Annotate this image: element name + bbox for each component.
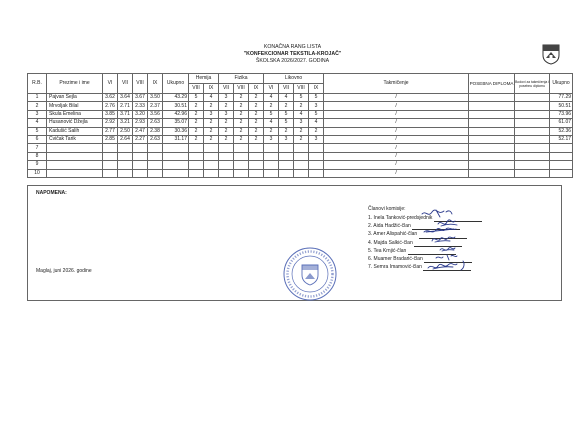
cell-ukupno [163, 161, 189, 169]
cell-likovno-ix [309, 161, 324, 169]
cell-viii: 2.47 [133, 127, 148, 135]
cell-posebna-diploma [469, 144, 515, 152]
cell-likovno-viii: 3 [294, 119, 309, 127]
table-row [28, 102, 573, 110]
cell-viii: 2.33 [133, 102, 148, 110]
cell-likovno-viii: 2 [294, 127, 309, 135]
cell-likovno-vii [279, 144, 294, 152]
committee-member: 3. Amer Alispahić-član [368, 230, 538, 238]
cell-fizika-viii [234, 161, 249, 169]
cell-posebna-diploma [469, 169, 515, 177]
cell-ukupno: 42.96 [163, 110, 189, 118]
cell-ukupno-final: 52.36 [550, 127, 573, 135]
cell-ukupno [163, 144, 189, 152]
cell-fizika-viii [234, 152, 249, 160]
cell-hemija-viii: 2 [189, 110, 204, 118]
committee-member: 4. Majda Salkić-član [368, 239, 538, 247]
cell-takmicenje: / [324, 102, 469, 110]
cell-viii: 3.20 [133, 110, 148, 118]
cell-likovno-ix: 5 [309, 110, 324, 118]
cell-vi: 2.92 [103, 119, 118, 127]
cell-hemija-viii [189, 161, 204, 169]
cell-hemija-viii: 2 [189, 119, 204, 127]
cell-rb: 10 [28, 169, 47, 177]
cell-fizika-vii [219, 144, 234, 152]
cell-ix: 2.63 [148, 119, 163, 127]
table-row [28, 135, 573, 143]
cell-bodovi [515, 169, 550, 177]
cell-vi: 2.85 [103, 135, 118, 143]
cell-rb: 1 [28, 94, 47, 102]
cell-viii: 2.27 [133, 135, 148, 143]
cell-likovno-viii [294, 169, 309, 177]
cell-likovno-viii: 2 [294, 102, 309, 110]
cell-ukupno: 30.36 [163, 127, 189, 135]
cell-fizika-viii [234, 144, 249, 152]
cell-vii [118, 144, 133, 152]
cell-ukupno-final [550, 161, 573, 169]
cell-likovno-vii: 2 [279, 102, 294, 110]
cell-likovno-vi: 5 [264, 110, 279, 118]
cell-name: Mrvoljak Bilal [47, 102, 103, 110]
col-takmicenje: Takmičenje [324, 74, 469, 94]
cell-likovno-ix [309, 169, 324, 177]
committee-member: 2. Aida Hadžić-član [368, 222, 538, 230]
cell-likovno-ix: 3 [309, 102, 324, 110]
cell-rb: 6 [28, 135, 47, 143]
cell-hemija-ix [204, 161, 219, 169]
cell-likovno-vii: 5 [279, 110, 294, 118]
cell-hemija-ix [204, 152, 219, 160]
cell-ukupno: 31.17 [163, 135, 189, 143]
cell-vi: 3.85 [103, 110, 118, 118]
sub-likovno-viii: VIII [294, 84, 309, 94]
cell-likovno-vi: 2 [264, 127, 279, 135]
cell-rb: 3 [28, 110, 47, 118]
cell-fizika-ix: 2 [249, 110, 264, 118]
cell-fizika-ix: 2 [249, 135, 264, 143]
place-date: Maglaj, juni 2026. godine [36, 268, 92, 274]
cell-name: Skula Emelina [47, 110, 103, 118]
cell-vii: 2.71 [118, 102, 133, 110]
cell-vii: 3.64 [118, 94, 133, 102]
col-likovno: Likovno [264, 74, 324, 84]
cell-takmicenje: / [324, 94, 469, 102]
cell-viii [133, 161, 148, 169]
cell-name: Husanović Džejla [47, 119, 103, 127]
cell-rb: 2 [28, 102, 47, 110]
committee-member: 6. Muamer Bradarić-član [368, 255, 538, 263]
cell-ukupno [163, 152, 189, 160]
col-ix: IX [148, 74, 163, 94]
cell-fizika-vii: 2 [219, 135, 234, 143]
cell-fizika-ix: 2 [249, 94, 264, 102]
cell-likovno-vi [264, 144, 279, 152]
cell-likovno-vi: 4 [264, 94, 279, 102]
cell-hemija-viii: 5 [189, 94, 204, 102]
notes-label: NAPOMENA: [36, 190, 67, 196]
cell-vi: 3.62 [103, 94, 118, 102]
cell-vi [103, 152, 118, 160]
col-vi: VI [103, 74, 118, 94]
cell-hemija-ix [204, 169, 219, 177]
cell-posebna-diploma [469, 135, 515, 143]
cell-rb: 7 [28, 144, 47, 152]
cell-likovno-vii: 4 [279, 94, 294, 102]
cell-posebna-diploma [469, 110, 515, 118]
table-row [28, 144, 573, 152]
col-vii: VII [118, 74, 133, 94]
table-row [28, 152, 573, 160]
cell-vii: 3.21 [118, 119, 133, 127]
cell-vii: 2.64 [118, 135, 133, 143]
cell-takmicenje: / [324, 110, 469, 118]
table-body [28, 94, 573, 178]
cell-fizika-vii: 3 [219, 94, 234, 102]
coat-of-arms-icon [541, 43, 561, 65]
cell-rb: 9 [28, 161, 47, 169]
sub-likovno-vii: VII [279, 84, 294, 94]
col-viii: VIII [133, 74, 148, 94]
cell-name: Pajvan Šejla [47, 94, 103, 102]
cell-fizika-ix: 2 [249, 119, 264, 127]
cell-ix: 3.50 [148, 94, 163, 102]
cell-hemija-viii [189, 169, 204, 177]
cell-ix: 2.63 [148, 135, 163, 143]
sub-likovno-ix: IX [309, 84, 324, 94]
cell-likovno-vi: 4 [264, 119, 279, 127]
cell-takmicenje: / [324, 161, 469, 169]
cell-likovno-viii: 2 [294, 135, 309, 143]
cell-likovno-vi [264, 169, 279, 177]
cell-ukupno-final [550, 169, 573, 177]
cell-vii: 3.71 [118, 110, 133, 118]
doc-title: KONAČNA RANG LISTA [263, 44, 322, 50]
cell-likovno-vii [279, 169, 294, 177]
cell-viii: 3.67 [133, 94, 148, 102]
cell-fizika-vii: 3 [219, 110, 234, 118]
cell-vi [103, 169, 118, 177]
cell-ix: 3.56 [148, 110, 163, 118]
cell-rb: 8 [28, 152, 47, 160]
cell-name [47, 144, 103, 152]
cell-hemija-ix: 3 [204, 110, 219, 118]
cell-ukupno: 30.51 [163, 102, 189, 110]
cell-viii [133, 144, 148, 152]
cell-hemija-viii [189, 152, 204, 160]
cell-likovno-vii: 3 [279, 135, 294, 143]
sub-fizika-viii: VIII [234, 84, 249, 94]
cell-fizika-ix: 2 [249, 102, 264, 110]
cell-likovno-ix [309, 152, 324, 160]
col-name: Prezime i ime [47, 74, 103, 94]
cell-ix [148, 161, 163, 169]
cell-takmicenje: / [324, 135, 469, 143]
cell-hemija-viii [189, 144, 204, 152]
cell-ix: 2.38 [148, 127, 163, 135]
cell-ukupno: 35.07 [163, 119, 189, 127]
cell-likovno-viii: 4 [294, 110, 309, 118]
cell-vii [118, 161, 133, 169]
cell-name: Cvičak Tarik [47, 135, 103, 143]
cell-name [47, 169, 103, 177]
cell-bodovi [515, 135, 550, 143]
cell-likovno-vii: 5 [279, 119, 294, 127]
cell-vii [118, 169, 133, 177]
cell-likovno-ix: 3 [309, 135, 324, 143]
cell-fizika-vii: 2 [219, 127, 234, 135]
cell-fizika-vii [219, 152, 234, 160]
committee-member: 1. Inela Tanković-predsjednik [368, 214, 538, 222]
cell-likovno-viii [294, 144, 309, 152]
committee-title: Članovi komisije: [368, 206, 406, 212]
cell-viii [133, 152, 148, 160]
cell-name: Kadušić Salih [47, 127, 103, 135]
cell-ukupno [163, 169, 189, 177]
cell-likovno-vi: 2 [264, 102, 279, 110]
sub-fizika-vii: VII [219, 84, 234, 94]
cell-hemija-viii: 2 [189, 102, 204, 110]
col-posebna-diploma: POSEBNA DIPLOMA [469, 74, 515, 94]
cell-takmicenje: / [324, 144, 469, 152]
cell-likovno-ix: 5 [309, 94, 324, 102]
cell-fizika-ix [249, 144, 264, 152]
cell-likovno-ix: 4 [309, 119, 324, 127]
doc-program: "KONFEKCIONAR TEKSTILA-KROJAČ" [243, 51, 342, 57]
cell-bodovi [515, 119, 550, 127]
cell-fizika-viii: 2 [234, 110, 249, 118]
col-ukupno-final: Ukupno [550, 74, 573, 94]
col-fizika: Fizika [219, 74, 264, 84]
cell-ix [148, 152, 163, 160]
table-row [28, 161, 573, 169]
cell-fizika-vii [219, 169, 234, 177]
handwritten-signatures [418, 208, 498, 278]
cell-takmicenje: / [324, 127, 469, 135]
cell-name [47, 161, 103, 169]
col-ukupno: Ukupno [163, 74, 189, 94]
cell-likovno-viii: 5 [294, 94, 309, 102]
cell-viii [133, 169, 148, 177]
cell-fizika-viii: 2 [234, 94, 249, 102]
cell-hemija-ix [204, 144, 219, 152]
cell-ukupno-final: 52.17 [550, 135, 573, 143]
col-hemija: Hemija [189, 74, 219, 84]
cell-ukupno-final [550, 152, 573, 160]
cell-likovno-vii [279, 152, 294, 160]
cell-fizika-viii: 2 [234, 102, 249, 110]
table-row [28, 94, 573, 102]
cell-rb: 4 [28, 119, 47, 127]
table-row [28, 169, 573, 177]
cell-hemija-ix: 4 [204, 94, 219, 102]
cell-hemija-viii: 2 [189, 127, 204, 135]
cell-fizika-ix [249, 161, 264, 169]
cell-ukupno-final: 73.96 [550, 110, 573, 118]
table-row [28, 110, 573, 118]
cell-likovno-vi [264, 161, 279, 169]
cell-posebna-diploma [469, 119, 515, 127]
cell-bodovi [515, 110, 550, 118]
committee-member: 7. Semra Imamović-član [368, 263, 538, 271]
cell-vii: 2.50 [118, 127, 133, 135]
cell-hemija-viii: 2 [189, 135, 204, 143]
cell-ix [148, 144, 163, 152]
cell-posebna-diploma [469, 152, 515, 160]
cell-ukupno: 43.29 [163, 94, 189, 102]
cell-hemija-ix: 2 [204, 135, 219, 143]
cell-posebna-diploma [469, 94, 515, 102]
cell-takmicenje: / [324, 169, 469, 177]
sub-likovno-vi: VI [264, 84, 279, 94]
cell-ukupno-final [550, 144, 573, 152]
sub-hemija-viii: VIII [189, 84, 204, 94]
cell-likovno-viii [294, 161, 309, 169]
cell-fizika-vii [219, 161, 234, 169]
cell-vi [103, 161, 118, 169]
table-row [28, 119, 573, 127]
cell-vii [118, 152, 133, 160]
cell-ix [148, 169, 163, 177]
cell-fizika-ix [249, 169, 264, 177]
cell-fizika-viii [234, 169, 249, 177]
doc-school-year: ŠKOLSKA 2026/2027. GODINA [255, 58, 330, 64]
cell-ukupno-final: 50.51 [550, 102, 573, 110]
cell-fizika-viii: 2 [234, 127, 249, 135]
cell-bodovi [515, 102, 550, 110]
ranking-table [27, 73, 573, 178]
cell-bodovi [515, 152, 550, 160]
cell-likovno-ix [309, 144, 324, 152]
cell-hemija-ix: 2 [204, 102, 219, 110]
cell-likovno-vi [264, 152, 279, 160]
cell-vi: 2.77 [103, 127, 118, 135]
cell-fizika-viii: 2 [234, 119, 249, 127]
cell-vi [103, 144, 118, 152]
cell-viii: 2.93 [133, 119, 148, 127]
cell-fizika-vii: 2 [219, 102, 234, 110]
table-row [28, 127, 573, 135]
cell-fizika-ix: 2 [249, 127, 264, 135]
cell-bodovi [515, 94, 550, 102]
committee-member: 5. Tea Krnjić-član [368, 247, 538, 255]
cell-rb: 5 [28, 127, 47, 135]
cell-bodovi [515, 144, 550, 152]
cell-likovno-vii [279, 161, 294, 169]
cell-bodovi [515, 127, 550, 135]
cell-hemija-ix: 2 [204, 127, 219, 135]
sub-fizika-ix: IX [249, 84, 264, 94]
cell-ix: 2.37 [148, 102, 163, 110]
col-rb: R.B. [28, 74, 47, 94]
cell-ukupno-final: 77.29 [550, 94, 573, 102]
cell-fizika-ix [249, 152, 264, 160]
cell-bodovi [515, 161, 550, 169]
cell-hemija-ix: 2 [204, 119, 219, 127]
cell-posebna-diploma [469, 161, 515, 169]
cell-likovno-ix: 2 [309, 127, 324, 135]
cell-likovno-vi: 3 [264, 135, 279, 143]
cell-likovno-viii [294, 152, 309, 160]
col-bodovi: Bodovi za takmičenja i posebnu diplomu [515, 74, 550, 94]
cell-likovno-vii: 2 [279, 127, 294, 135]
official-stamp-icon [282, 246, 338, 302]
cell-takmicenje: / [324, 119, 469, 127]
cell-fizika-viii: 2 [234, 135, 249, 143]
cell-fizika-vii: 2 [219, 119, 234, 127]
cell-posebna-diploma [469, 102, 515, 110]
cell-posebna-diploma [469, 127, 515, 135]
cell-name [47, 152, 103, 160]
cell-ukupno-final: 61.07 [550, 119, 573, 127]
cell-vi: 2.76 [103, 102, 118, 110]
cell-takmicenje: / [324, 152, 469, 160]
sub-hemija-ix: IX [204, 84, 219, 94]
